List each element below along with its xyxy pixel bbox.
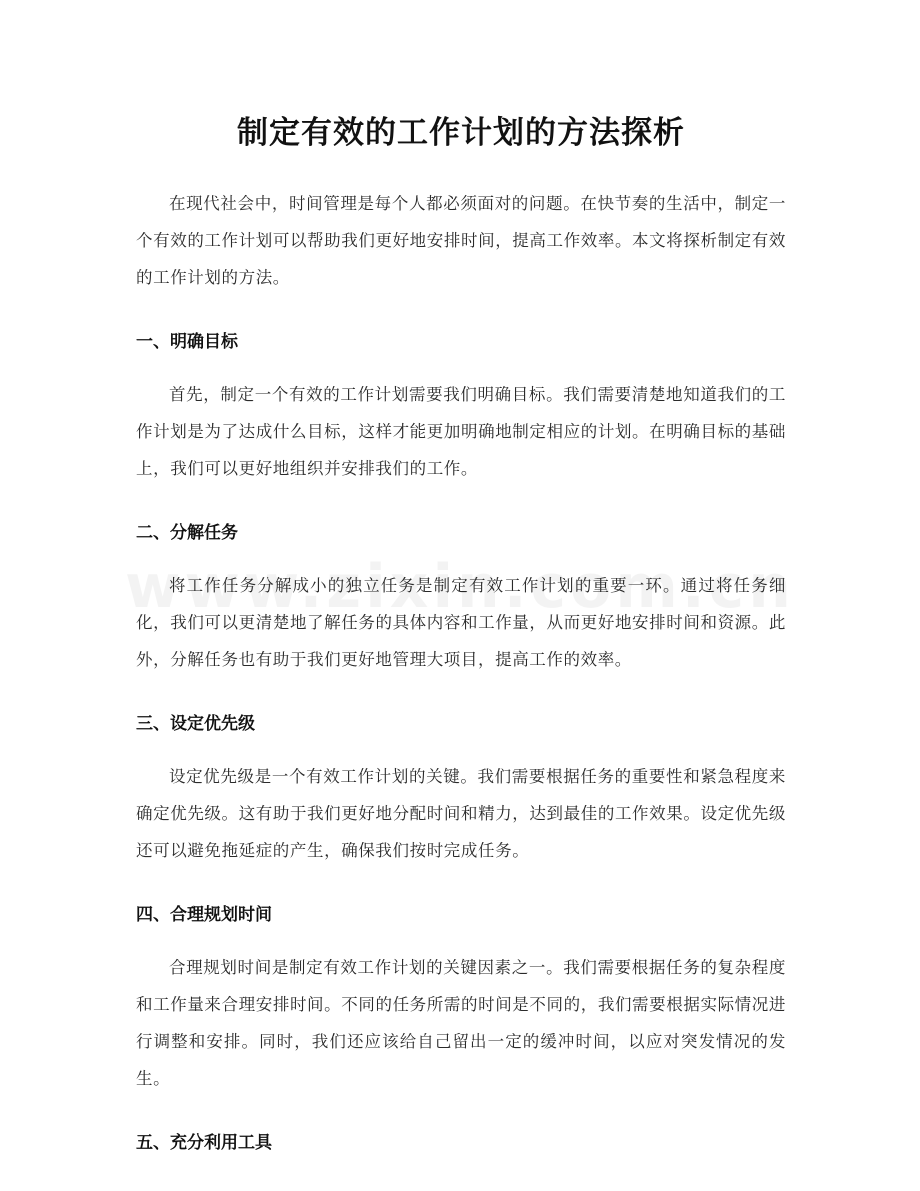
section-body-1: 首先，制定一个有效的工作计划需要我们明确目标。我们需要清楚地知道我们的工作计划是为了达成什么目标，这样才能更加明确地制定相应的计划。在明确目标的基础上，我们可以更好地组织并安排我们的工作。	[136, 385, 786, 478]
section-body-2: 将工作任务分解成小的独立任务是制定有效工作计划的重要一环。通过将任务细化，我们可以更清楚地了解任务的具体内容和工作量，从而更好地安排时间和资源。此外，分解任务也有助于我们更好地管理大项目，提高工作的效率。	[136, 576, 786, 669]
section-heading-4: 四、合理规划时间	[136, 905, 272, 925]
section-heading-3: 三、设定优先级	[136, 714, 255, 734]
document-title: 制定有效的工作计划的方法探析	[237, 115, 685, 151]
section-body-3: 设定优先级是一个有效工作计划的关键。我们需要根据任务的重要性和紧急程度来确定优先级。这有助于我们更好地分配时间和精力，达到最佳的工作效果。设定优先级还可以避免拖延症的产生，确保我们按时完成任务。	[136, 767, 786, 860]
section-heading-1: 一、明确目标	[136, 332, 238, 352]
section-heading-2: 二、分解任务	[136, 523, 238, 543]
section-heading-5: 五、充分利用工具	[136, 1133, 272, 1153]
intro-paragraph: 在现代社会中，时间管理是每个人都必须面对的问题。在快节奏的生活中，制定一个有效的工作计划可以帮助我们更好地安排时间，提高工作效率。本文将探析制定有效的工作计划的方法。	[136, 194, 786, 287]
section-body-4: 合理规划时间是制定有效工作计划的关键因素之一。我们需要根据任务的复杂程度和工作量来合理安排时间。不同的任务所需的时间是不同的，我们需要根据实际情况进行调整和安排。同时，我们还应该给自己留出一定的缓冲时间，以应对突发情况的发生。	[136, 958, 786, 1088]
